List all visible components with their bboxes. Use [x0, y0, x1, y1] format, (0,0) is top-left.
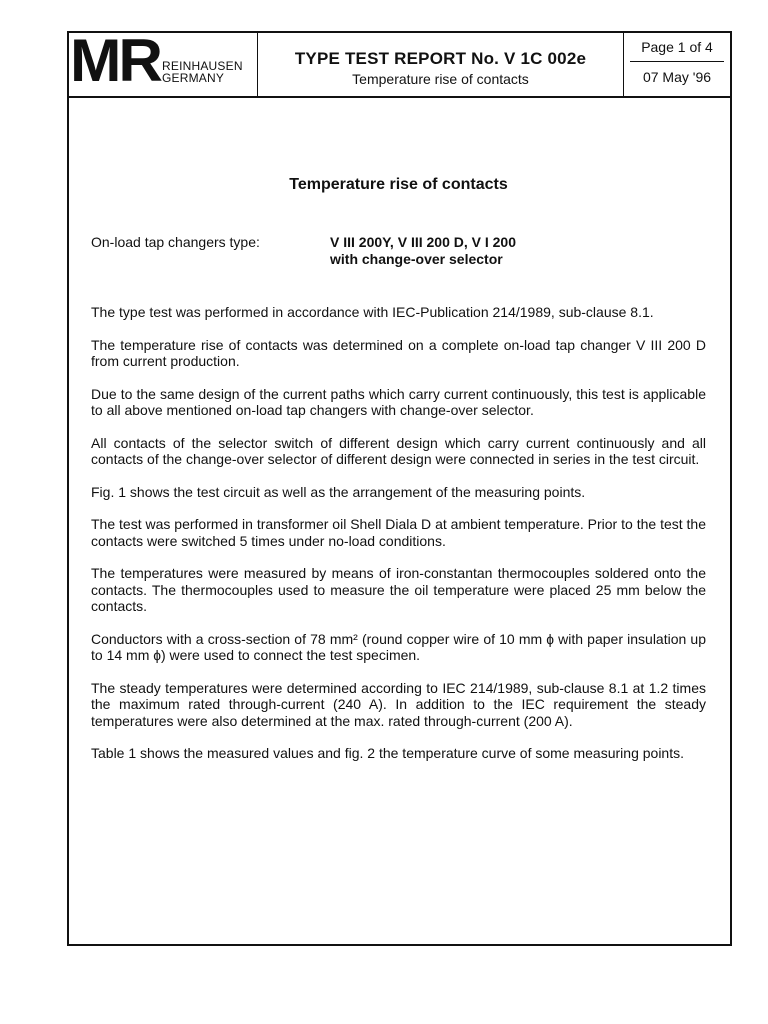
type-label: On-load tap changers type: [91, 234, 260, 250]
tap-changer-type-row [91, 234, 706, 268]
page-number: Page 1 of 4 [630, 33, 724, 62]
report-date: 07 May '96 [642, 69, 712, 85]
paragraph: Fig. 1 shows the test circuit as well as the arrangement of the measuring points. [91, 483, 586, 500]
page-frame [67, 27, 732, 946]
paragraph: The test was performed in transformer oil Shell Diala D at ambient temperature. Prior to the test the contacts were switched 5 times under no-load conditions. [91, 516, 706, 549]
paragraph: All contacts of the selector switch of different design which carry current continuously and all contacts of the change-over selector of different design were connected in series in the test circuit. [91, 434, 706, 467]
type-value-line-1: V III 200Y, V III 200 D, V I 200 [330, 234, 516, 250]
logo-mark: MR [70, 27, 160, 94]
report-header [69, 27, 730, 98]
paragraph: Conductors with a cross-section of 78 mm² (round copper wire of 10 mm ɸ with paper insulation up to 14 mm ɸ) were used to connect the test specimen. [91, 630, 706, 663]
company-logo [69, 27, 258, 96]
document-title: Temperature rise of contacts [289, 176, 508, 193]
logo-line-1: REINHAUSEN [162, 59, 243, 73]
paragraph: The steady temperatures were determined according to IEC 214/1989, sub-clause 8.1 at 1.2 times the maximum rated through-current (240 A). In addition to the IEC requirement the steady temperatures were also determined at the max. rated through-current (200 A). [91, 679, 706, 729]
document-body [91, 96, 706, 762]
paragraph: The type test was performed in accordance with IEC-Publication 214/1989, sub-clause 8.1. [91, 304, 654, 320]
type-value-line-2: with change-over selector [330, 251, 503, 267]
paragraph: Table 1 shows the measured values and fig. 2 the temperature curve of some measuring points. [91, 745, 684, 761]
report-subtitle: Temperature rise of contacts [352, 71, 529, 87]
paragraph: The temperatures were measured by means of iron-constantan thermocouples soldered onto the contacts. The thermocouples used to measure the oil temperature were placed 25 mm below the contacts. [91, 565, 706, 614]
paragraph: Due to the same design of the current paths which carry current continuously, this test is applicable to all above mentioned on-load tap changers with change-over selector. [91, 385, 706, 418]
header-meta-cell [624, 33, 730, 96]
header-title-cell [258, 33, 624, 96]
logo-line-2: GERMANY [162, 71, 225, 85]
report-title: TYPE TEST REPORT No. V 1C 002e [294, 49, 587, 68]
type-value [330, 234, 516, 268]
paragraph: The temperature rise of contacts was determined on a complete on-load tap changer V III 200 D from current production. [91, 336, 706, 369]
logo-text [162, 60, 243, 84]
